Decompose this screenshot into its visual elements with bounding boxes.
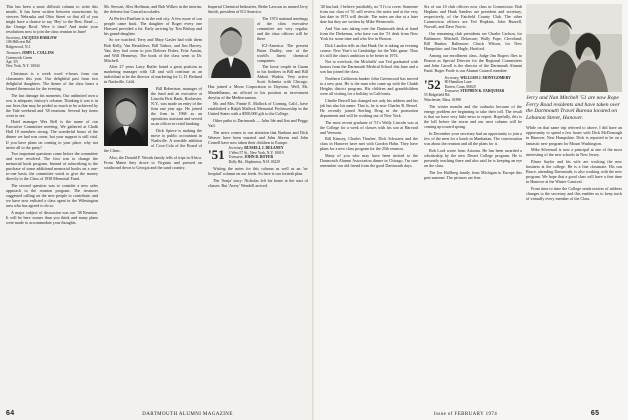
body-paragraph: Christmas is a week word e-hours from our classmates this year. Our delightful past from two delightful daughters. The theme of the class bears a leaned thermostat for the evening. (6, 70, 98, 91)
body-paragraph: Six of our 10 club officers now class in Connecticut: Bob Hopkins and Hank Sanders are president and secretary, respectively, of the Fairfield County Club. The other Connecticut officers are Ted Hopkins, John Buzzell, Norvall, and Dave Norris. (424, 4, 522, 30)
body-paragraph: The most recent graduate of '51's Wally Lincoln was at the College for a week of classes with his son at Harvard and Vermont. (320, 119, 418, 135)
body-paragraph: Writing the notes for this column as well as an 'in-hospital' column on our feeds. So here is our fortieth plan. (208, 166, 308, 177)
body-paragraph: The news comes to our attention that Barbara and Dick Weaver have been married and John Ahrens and John Cornell have now taken their children to Europe. (208, 129, 308, 145)
body-paragraph: In December your secretary had an opportunity to join a few of the men for a lunch in Manhattan. The conversation was about the reunion and all the plans for it. (424, 131, 522, 147)
couple-image (526, 4, 622, 92)
class-treasurer-block: Treasurer, JOHN L. COLLINS Greenwich Green Apt. 5N New York, N.Y. 10044 (6, 51, 54, 69)
magazine-title: DARTMOUTH ALUMNI MAGAZINE (142, 412, 233, 417)
left-column-1 (6, 4, 98, 404)
body-paragraph: Two important questions come before the committee and were resolved. The first was to change the memorial book program. Instead of subscribing to the purchase of some additional memorial books on a one-to-one basis, the committee voted to give the money directly to the Class of 1938 Memorial Fund. (6, 151, 98, 182)
class-heading-52 (424, 76, 522, 104)
portrait-image (208, 18, 254, 78)
body-paragraph: Bill Robertson, manager of the fund and an executive at Lincoln First Bank, Rochester, N.Y., was made an entry of the firm one year ago. He joined the firm in 1968 as an operations assistant and served as an officer in retail banking. (151, 86, 202, 127)
body-paragraph: The 1974 national meetings of the class executive committee are very regular, and the class officers will be there. (257, 15, 308, 41)
body-paragraph: The last damage his moments. Our unlimited own a row is adequate; history's column. Thinking it was it in our lives that may be prided so much to be achieved by the Yale weekend and '38 reunions. Several key items went to see. (6, 92, 98, 118)
portrait-photo-thompson (104, 88, 148, 146)
right-page (314, 0, 628, 420)
body-paragraph: Not to overlook, the Mitchells' son Ted graduated with honors from the Dartmouth Medical School this June and a son has joined the class. (320, 59, 418, 75)
body-paragraph: Other paths to Dartmouth — John Ide and Jim and Peggy Vail. (208, 117, 308, 128)
body-paragraph: Mr. and Mrs. Finnie E. Mallock of Corning, Calif., have established a Ralph Mallock Memorial Professorship in the United States with a $500,000 gift to the College. (208, 101, 308, 117)
body-paragraph: Bob Lord wrote from Arizona. He has been awarded a scholarship by the new Desert College program. He is presently teaching there and also said he is keeping an eye on the class. (424, 147, 522, 168)
right-column-2 (424, 4, 522, 404)
body-paragraph: Mr. Stewart, Alex Hoffman, and Bob Wilkes in the interim, the defense lost Conrad accolades. (104, 4, 202, 15)
class-secretary-block: Secretary, JACQUES HARLOW 106 Hillcrest Rd. Ridgewood, N.J. (6, 35, 57, 49)
class-numeral: '52 (424, 76, 441, 92)
body-paragraph: The second question was to consider a new sales approach to the reunion program. The treasurer suggested calling on the new people to contribute, and we have now enlisted a class agent in the Wilmington area who has agreed to do so. (6, 183, 98, 209)
class-officers: Secretary, RUSSELL J. DELANEY 3 West 57 St., New York, N.Y. 10019 Treasurer, JOHN D. BOYER Dolly Rd., Hopkinton, N.H. 03229 (228, 146, 284, 164)
body-paragraph: Hotel manager Wes Bell is the name of our Executive Committee meeting. We gathered at Chalk Hall 10 members strong. The wonderful hours of the dinner we had was come, but your support is still vital. If you have plans on coming to your place, why not invite all to the party? (6, 119, 98, 150)
left-column-3 (208, 4, 308, 404)
body-paragraph: A major subject of discussion was our '38 Reunion. It will be here sooner than you think and many plans were made to accommodate your thoughts. (6, 209, 98, 225)
right-column-3 (526, 4, 622, 404)
body-paragraph: And Van was taking over the Dartmouth desk at hand from the Diekemas, who have run the '51 desk from New York for some time and who live in Boston. (320, 25, 418, 41)
right-column-1 (320, 4, 418, 404)
issue-date: Issue of FEBRUARY 1974 (434, 412, 498, 417)
body-paragraph: Also, the Donald F. Woods family tells of trips in Africa. From Maine they drove to Virginia and pressed on southward down to Georgia and the sand country. (104, 154, 202, 170)
couple-photo (526, 4, 622, 92)
body-paragraph: ICI-America. The present Brian Dudley, one of the world's finest chemical companies. (257, 42, 308, 63)
right-footer (434, 410, 599, 417)
class-heading-51 (208, 146, 308, 166)
body-paragraph: '40 has had, I believe justifiably, no '51's to cover. Someone from our class of '51 will review the notes and at the very last date in 1973 will decide. The notes are due at a later date but they are written by Mike Wentworth. (320, 4, 418, 25)
body-paragraph: Elmer Saylor and his wife are working the new business at the college. He is a fine classmate. His son Bruce, attending Dartmouth, is also working with the new program. We hope that a good class will have a fine time in Hanover at the Winter Carnival. (526, 158, 622, 185)
body-paragraph: The 'Sonja' story: Nicholas left his home at the start of classes. But 'Avery' Wendell arrived. (208, 177, 308, 188)
left-column-2 (104, 4, 202, 404)
body-paragraph: Among our enrollment class, Judge Jim Rogers flies to Boston as Special Director for the Regional Committees and John Carroll is the director of the Dartmouth Alumni Fund. Roger Poole is our Alumni Council member. (424, 52, 522, 73)
photo-caption: Jerry and Nan Mitchell '51 are now Rope Ferry Road residents and have taken over the Dartmouth Travel Bureau located on Lebanon Street, Hanover. (526, 95, 620, 121)
body-paragraph: So we watched. Terry and Mary Gasler had with them Bob Kelly, Van Beuchleve, Bill Tarbox, and Jim Harvey. Van, they had come to join Dolores Fisher, Fritz Austin, and Will Hennessy. The book of the class went to Dr. Mitchell. (104, 37, 202, 63)
body-paragraph: While on that same trip referred to above, I did have an opportunity to spend a few hours with Dick McDonough in Hanover, New Hampshire. Dick is reported to be on a fantastic new program for Mount Washington. (526, 125, 622, 146)
class-numeral: '51 (208, 147, 225, 163)
body-paragraph: The loose couple in Guam to his brothers in Bill and Bill Abbott Wasbis. Very active Scott Schmitz with Chicago. Has joined a Moon Corporation in Daytona. Well, Mr. Mandelbaum, an official to his position as investment dreyfus of the Mediterranean. (208, 64, 308, 100)
body-paragraph: Northern California banker John Greenwood has moved to a new post. He is the man who came up with the Chubb Heights district program. His children and grandchildren were all visiting for a holiday in California. (320, 75, 418, 97)
body-paragraph: Imperial Chemical Industries, Bethe Lawson as named Jerry Smith, president of ICI America. (208, 4, 308, 15)
body-paragraph: Charlie Bessell has changed not only his address and his job but also his name. That is, he is now Charles R. Bessel. He recently joined Sterling Drug in the promotion department and will be working out of New York. (320, 97, 418, 118)
body-paragraph: The winter months and the cutbacks because of the energy problem are beginning to take their toll. The result is that we have very little news to report. Hopefully, this is the lull before the storm and our next column will be coming up toward spring. (424, 104, 522, 130)
page-number: 65 (590, 410, 600, 417)
left-footer (6, 410, 233, 417)
body-paragraph: From time to time the College sends notices of address changes to the secretary and this enables us to keep track of virtually every member of the Class. (526, 185, 622, 201)
body-paragraph: Bill Kimsey, Charles Thurber, Dick Schwartz and the class in Hanover have met with Gordon Hahn. They have plans for a new class program for the 25th reunion. (320, 136, 418, 152)
class-officers: Secretary, WILLIAM J. MONTGOMERY 80 Hamilton Lane Darien, Conn. 06820 Treasurer, STEPHEN K. FARQUHAR 55 Ridgefield Rd. Winchester, Mass. 01890 (424, 75, 511, 102)
portrait-photo-smith (208, 18, 254, 78)
page-number: 64 (6, 410, 15, 417)
body-paragraph: Dick Laudon tells us that Hank Orr is taking an evening course. New Year's in Cambridge for the Yale game. Thus it's still the class's ambition to be better in 1974. (320, 42, 418, 58)
intro-paragraph: This has been a most difficult column to write this month. It has been written between snowstorms by viewers Nebraska and Ohio Street so that all of you might have a chance to say 'Hey' to the Best. Read — the Orange Bowl. Were it time? And make your resolutions now to join the class reunion in June! (6, 4, 98, 35)
body-paragraph: Dick Spiece is making the move to public accountant in Nashville. A sensible addition of Coca-Cola of the Board of the Clinic. (104, 128, 202, 154)
body-paragraph: After 27 years Larry Butler found a great position as marketing manager with GE and will continue as an individual to be the director of marketing for G. D. Bethard in Nashville, Calif. (104, 64, 202, 85)
body-paragraph: Mike Silvernail is now a principal at one of the most interesting of the new schools in New Jersey. (526, 147, 622, 158)
body-paragraph: The Joe Hallberg family from Michigan to Europe this past summer. The pictures are fine. (424, 169, 522, 180)
portrait-image (104, 88, 148, 146)
body-paragraph: Many of you who may have been invited to the Dartmouth Alumni Association dinner in Chicago, I'm sure remember our old friend from the good Dartmouth days. (320, 153, 418, 169)
body-paragraph: Our remaining club presidents are Charlie Carlson, for Baltimore; Mitchell, Delaware; Wally Pope, Cleveland; Bill Bunker, Baltimore; Chuck Wilson, for New Hampshire; and Jim Hagle, Hartford. (424, 30, 522, 51)
body-paragraph: At Perfect Panflute is in the real city. A few more of our people came back. The daughter of Roger every one Harvard provided a lot. Early arriving by Tim Bishop and his grand-daughter. (104, 15, 202, 36)
